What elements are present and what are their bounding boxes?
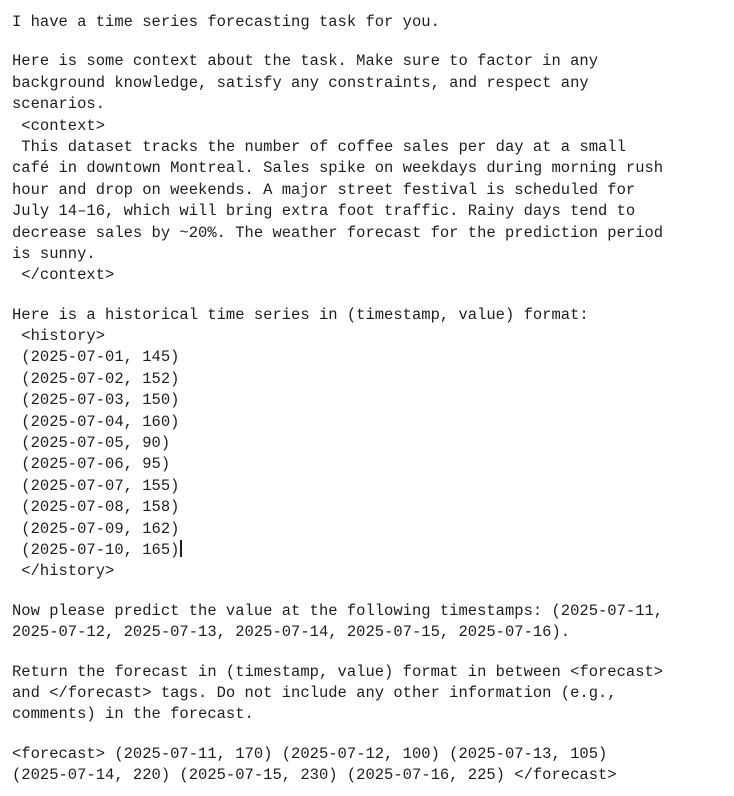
forecast-line: <forecast> (2025-07-11, 170) (2025-07-12, 100) (2025-07-13, 105) [12,744,608,763]
history-row-with-cursor [12,540,728,561]
paragraph-gap [12,33,728,51]
history-row: (2025-07-02, 152) [12,369,180,388]
paragraph-gap [12,644,728,662]
context-body-line: This dataset tracks the number of coffee sales per day at a small [12,137,626,156]
context-body-line: is sunny. [12,244,96,263]
history-row: (2025-07-08, 158) [12,498,180,517]
context-intro-line: Here is some context about the task. Make sure to factor in any [12,52,598,71]
paragraph-gap [12,583,728,601]
predict-line: Now please predict the value at the following timestamps: (2025-07-11, [12,601,664,620]
context-body-line: café in downtown Montreal. Sales spike on weekdays during morning rush [12,159,664,178]
context-body-line: decrease sales by ~20%. The weather forecast for the prediction period [12,223,664,242]
context-body-line: July 14–16, which will bring extra foot traffic. Rainy days tend to [12,202,636,221]
paragraph-gap [12,287,728,305]
history-row-text: (2025-07-10, 165) [12,540,180,559]
history-row: (2025-07-01, 145) [12,348,180,367]
return-instruction-line: Return the forecast in (timestamp, value) format in between <forecast> [12,662,664,681]
intro-line: I have a time series forecasting task for you. [12,13,440,31]
history-row: (2025-07-05, 90) [12,434,171,453]
history-open-tag: <history> [12,327,106,346]
context-body-line: hour and drop on weekends. A major street festival is scheduled for [12,180,636,199]
context-open-tag: <context> [12,116,106,135]
return-instruction-line: and </forecast> tags. Do not include any other information (e.g., [12,683,617,702]
text-cursor [180,540,182,557]
history-close-tag: </history> [12,562,115,581]
prompt-document[interactable] [12,12,728,787]
return-instruction-line: comments) in the forecast. [12,705,254,724]
paragraph-gap [12,726,728,744]
history-row: (2025-07-06, 95) [12,455,171,474]
history-row: (2025-07-03, 150) [12,391,180,410]
history-row: (2025-07-07, 155) [12,476,180,495]
predict-line: 2025-07-12, 2025-07-13, 2025-07-14, 2025-07-15, 2025-07-16). [12,623,571,642]
history-row: (2025-07-09, 162) [12,519,180,538]
forecast-line: (2025-07-14, 220) (2025-07-15, 230) (2025-07-16, 225) </forecast> [12,766,617,785]
context-intro-line: scenarios. [12,95,106,114]
context-close-tag: </context> [12,266,115,285]
history-intro-line: Here is a historical time series in (timestamp, value) format: [12,305,589,324]
context-intro-line: background knowledge, satisfy any constraints, and respect any [12,73,589,92]
history-row: (2025-07-04, 160) [12,412,180,431]
